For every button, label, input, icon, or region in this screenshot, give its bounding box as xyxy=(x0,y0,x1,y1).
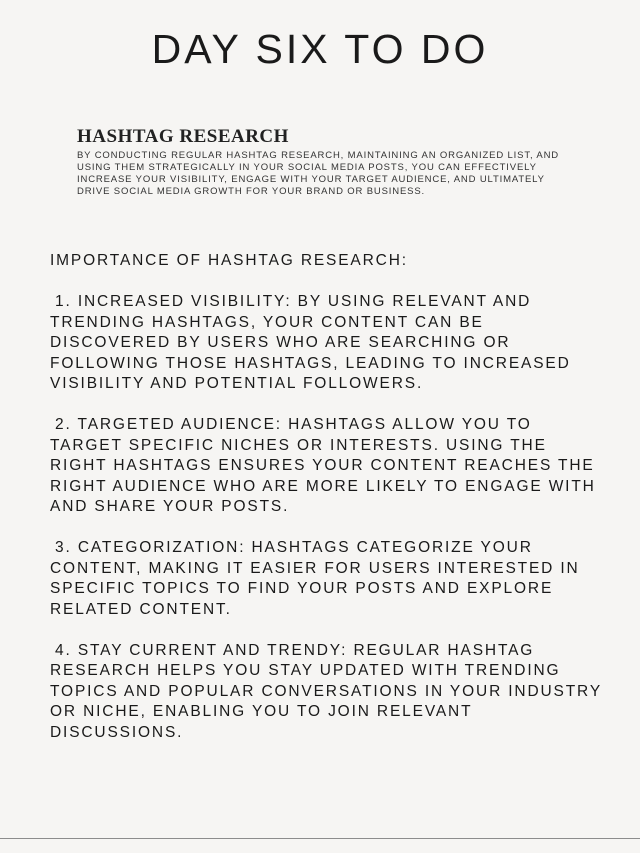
point-text: INCREASED VISIBILITY: BY USING RELEVANT AND TRENDING HASHTAGS, YOUR CONTENT CAN BE DISCOVERED BY USERS WHO ARE SEARCHING OR FOLLOWING THOSE HASHTAGS, LEADING TO INCREASED VISIBILITY AND POTENTIAL FOLLOWERS. xyxy=(50,293,571,392)
point-number: 3. xyxy=(55,539,72,556)
hashtag-research-section xyxy=(77,126,577,198)
point-stay-current xyxy=(50,641,610,744)
point-increased-visibility xyxy=(50,292,610,395)
point-text: TARGETED AUDIENCE: HASHTAGS ALLOW YOU TO TARGET SPECIFIC NICHES OR INTERESTS. USING THE RIGHT HASHTAGS ENSURES YOUR CONTENT REACHES THE RIGHT AUDIENCE WHO ARE MORE LIKELY TO ENGAGE WITH AND SHARE YOUR POSTS. xyxy=(50,416,596,515)
importance-heading: IMPORTANCE OF HASHTAG RESEARCH: xyxy=(50,252,408,269)
section-heading: HASHTAG RESEARCH xyxy=(77,126,289,147)
point-text: STAY CURRENT AND TRENDY: REGULAR HASHTAG RESEARCH HELPS YOU STAY UPDATED WITH TRENDING TOPICS AND POPULAR CONVERSATIONS IN YOUR INDUSTRY OR NICHE, ENABLING YOU TO JOIN RELEVANT DISCUSSIONS. xyxy=(50,641,602,741)
bottom-divider xyxy=(0,838,640,839)
section-body: BY CONDUCTING REGULAR HASHTAG RESEARCH, MAINTAINING AN ORGANIZED LIST, AND USING THEM STRATEGICALLY IN YOUR SOCIAL MEDIA POSTS, YOU CAN EFFECTIVELY INCREASE YOUR VISIBILITY, ENGAGE WITH YOUR TARGET AUDIENCE, AND ULTIMATELY DRIVE SOCIAL MEDIA GROWTH FOR YOUR BRAND OR BUSINESS. xyxy=(77,150,560,197)
point-text: CATEGORIZATION: HASHTAGS CATEGORIZE YOUR CONTENT, MAKING IT EASIER FOR USERS INTERESTED IN SPECIFIC TOPICS TO FIND YOUR POSTS AND EXPLORE RELATED CONTENT. xyxy=(50,539,580,618)
importance-section xyxy=(50,251,610,764)
point-number: 4. xyxy=(55,641,72,659)
page-title: DAY SIX TO DO xyxy=(151,26,489,72)
point-categorization xyxy=(50,538,610,620)
point-number: 1. xyxy=(55,293,72,310)
point-targeted-audience xyxy=(50,415,610,518)
point-number: 2. xyxy=(55,416,72,433)
